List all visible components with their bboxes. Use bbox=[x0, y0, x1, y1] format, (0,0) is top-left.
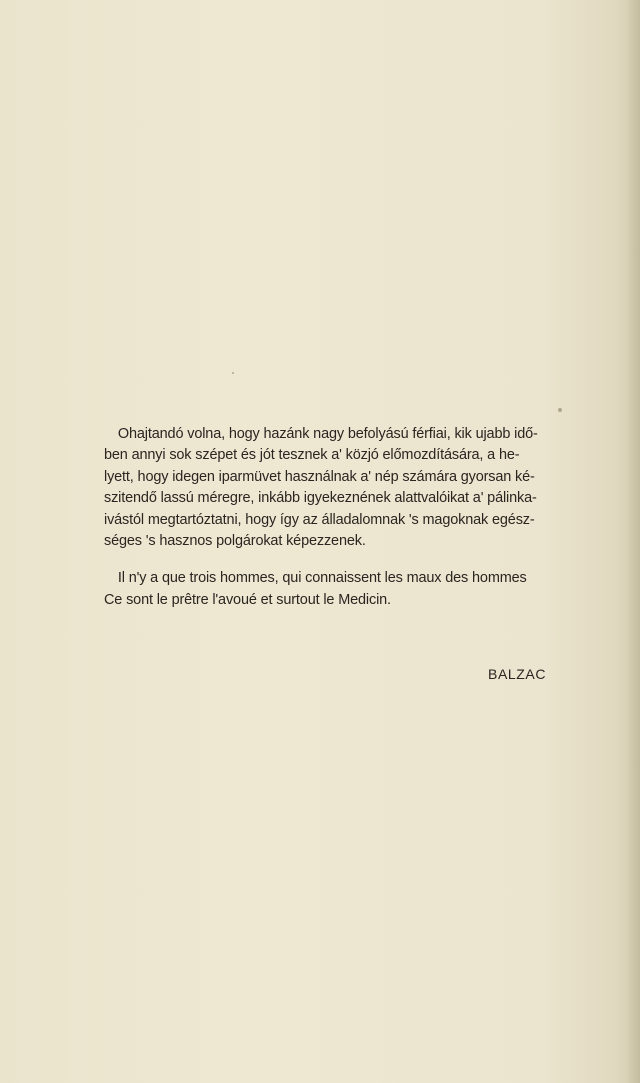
quote-line: Ce sont le prêtre l'avoué et surtout le Medicin. bbox=[104, 591, 391, 608]
quote-line: lyett, hogy idegen iparmüvet használnak a' nép számára gyorsan ké- bbox=[104, 468, 535, 485]
quote-line: Il n'y a que trois hommes, qui connaissent les maux des hommes bbox=[117, 570, 527, 587]
page-edge-shadow bbox=[626, 0, 640, 1083]
quote-line: ben annyi sok szépet és jót tesznek a' közjó előmozdítására, a he- bbox=[104, 447, 520, 464]
quote-hungarian bbox=[104, 424, 604, 552]
ink-spot bbox=[232, 372, 234, 374]
quote-line: szitendő lassú méregre, inkább igyekeznének alattvalóikat a' pálinka- bbox=[104, 490, 537, 507]
quote-french bbox=[104, 568, 604, 611]
quote-line: séges 's hasznos polgárokat képezzenek. bbox=[104, 533, 366, 550]
quote-line: ivástól megtartóztatni, hogy így az álladalomnak 's magoknak egész- bbox=[104, 511, 535, 528]
quote-line: Ohajtandó volna, hogy hazánk nagy befolyású férfiai, kik ujabb idő- bbox=[117, 426, 538, 442]
signature-author: BALZAC bbox=[488, 666, 547, 682]
ink-spot bbox=[558, 408, 562, 412]
show-through-text bbox=[140, 40, 600, 400]
quote-block bbox=[104, 424, 604, 611]
